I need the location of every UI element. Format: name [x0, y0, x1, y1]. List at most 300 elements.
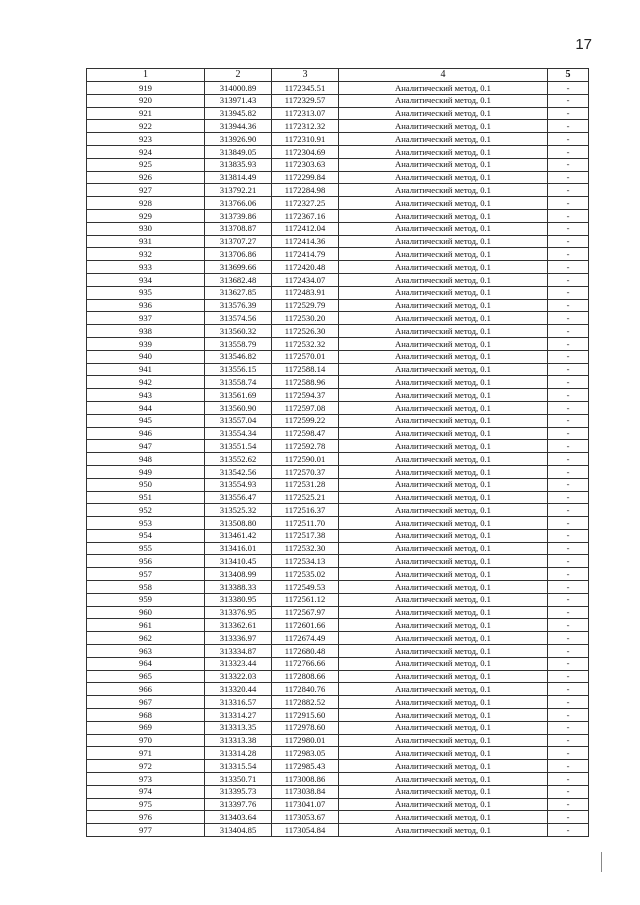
point-number-cell: 958	[87, 581, 205, 594]
table-row	[87, 568, 589, 581]
method-cell: Аналитический метод, 0.1	[339, 529, 548, 542]
x-coordinate-cell: 313525.32	[205, 504, 272, 517]
point-number-cell: 945	[87, 414, 205, 427]
description-cell: -	[548, 453, 589, 466]
point-number-cell: 965	[87, 670, 205, 683]
x-coordinate-cell: 313849.05	[205, 145, 272, 158]
point-number-cell: 963	[87, 645, 205, 658]
method-cell: Аналитический метод, 0.1	[339, 491, 548, 504]
method-cell: Аналитический метод, 0.1	[339, 760, 548, 773]
table-row	[87, 171, 589, 184]
x-coordinate-cell: 313313.38	[205, 734, 272, 747]
table-row	[87, 773, 589, 786]
table-row	[87, 197, 589, 210]
description-cell: -	[548, 273, 589, 286]
point-number-cell: 966	[87, 683, 205, 696]
y-coordinate-cell: 1172567.97	[272, 606, 339, 619]
method-cell: Аналитический метод, 0.1	[339, 581, 548, 594]
method-cell: Аналитический метод, 0.1	[339, 517, 548, 530]
y-coordinate-cell: 1172674.49	[272, 632, 339, 645]
point-number-cell: 922	[87, 120, 205, 133]
description-cell: -	[548, 171, 589, 184]
x-coordinate-cell: 313508.80	[205, 517, 272, 530]
x-coordinate-cell: 313552.62	[205, 453, 272, 466]
x-coordinate-cell: 313558.74	[205, 376, 272, 389]
description-cell: -	[548, 197, 589, 210]
method-cell: Аналитический метод, 0.1	[339, 773, 548, 786]
y-coordinate-cell: 1172304.69	[272, 145, 339, 158]
x-coordinate-cell: 313404.85	[205, 824, 272, 837]
description-cell: -	[548, 581, 589, 594]
method-cell: Аналитический метод, 0.1	[339, 350, 548, 363]
description-cell: -	[548, 82, 589, 95]
description-cell: -	[548, 632, 589, 645]
x-coordinate-cell: 313395.73	[205, 785, 272, 798]
table-row	[87, 517, 589, 530]
x-coordinate-cell: 313561.69	[205, 389, 272, 402]
x-coordinate-cell: 313699.66	[205, 261, 272, 274]
point-number-cell: 947	[87, 440, 205, 453]
y-coordinate-cell: 1173008.86	[272, 773, 339, 786]
x-coordinate-cell: 313542.56	[205, 465, 272, 478]
method-cell: Аналитический метод, 0.1	[339, 171, 548, 184]
x-coordinate-cell: 313556.47	[205, 491, 272, 504]
table-row	[87, 82, 589, 95]
description-cell: -	[548, 222, 589, 235]
x-coordinate-cell: 313323.44	[205, 657, 272, 670]
y-coordinate-cell: 1172310.91	[272, 133, 339, 146]
table-row	[87, 683, 589, 696]
point-number-cell: 948	[87, 453, 205, 466]
x-coordinate-cell: 313334.87	[205, 645, 272, 658]
x-coordinate-cell: 313376.95	[205, 606, 272, 619]
y-coordinate-cell: 1172590.01	[272, 453, 339, 466]
x-coordinate-cell: 313410.45	[205, 555, 272, 568]
y-coordinate-cell: 1172516.37	[272, 504, 339, 517]
method-cell: Аналитический метод, 0.1	[339, 798, 548, 811]
method-cell: Аналитический метод, 0.1	[339, 606, 548, 619]
x-coordinate-cell: 313322.03	[205, 670, 272, 683]
point-number-cell: 962	[87, 632, 205, 645]
description-cell: -	[548, 529, 589, 542]
y-coordinate-cell: 1172299.84	[272, 171, 339, 184]
method-cell: Аналитический метод, 0.1	[339, 197, 548, 210]
x-coordinate-cell: 313945.82	[205, 107, 272, 120]
point-number-cell: 974	[87, 785, 205, 798]
x-coordinate-cell: 313766.06	[205, 197, 272, 210]
point-number-cell: 976	[87, 811, 205, 824]
description-cell: -	[548, 133, 589, 146]
point-number-cell: 946	[87, 427, 205, 440]
description-cell: -	[548, 517, 589, 530]
table-row	[87, 593, 589, 606]
y-coordinate-cell: 1172345.51	[272, 82, 339, 95]
description-cell: -	[548, 491, 589, 504]
x-coordinate-cell: 313627.85	[205, 286, 272, 299]
table-row	[87, 389, 589, 402]
method-cell: Аналитический метод, 0.1	[339, 696, 548, 709]
point-number-cell: 951	[87, 491, 205, 504]
method-cell: Аналитический метод, 0.1	[339, 568, 548, 581]
table-row	[87, 529, 589, 542]
table-row	[87, 632, 589, 645]
point-number-cell: 956	[87, 555, 205, 568]
table-row	[87, 555, 589, 568]
y-coordinate-cell: 1172327.25	[272, 197, 339, 210]
point-number-cell: 924	[87, 145, 205, 158]
table-row	[87, 158, 589, 171]
description-cell: -	[548, 670, 589, 683]
point-number-cell: 937	[87, 312, 205, 325]
method-cell: Аналитический метод, 0.1	[339, 632, 548, 645]
point-number-cell: 969	[87, 721, 205, 734]
y-coordinate-cell: 1172978.60	[272, 721, 339, 734]
description-cell: -	[548, 107, 589, 120]
point-number-cell: 931	[87, 235, 205, 248]
method-cell: Аналитический метод, 0.1	[339, 94, 548, 107]
point-number-cell: 921	[87, 107, 205, 120]
method-cell: Аналитический метод, 0.1	[339, 414, 548, 427]
y-coordinate-cell: 1172592.78	[272, 440, 339, 453]
y-coordinate-cell: 1172532.32	[272, 337, 339, 350]
table-row	[87, 401, 589, 414]
description-cell: -	[548, 158, 589, 171]
point-number-cell: 920	[87, 94, 205, 107]
point-number-cell: 950	[87, 478, 205, 491]
y-coordinate-cell: 1172570.37	[272, 465, 339, 478]
description-cell: -	[548, 555, 589, 568]
table-row	[87, 376, 589, 389]
y-coordinate-cell: 1172313.07	[272, 107, 339, 120]
point-number-cell: 930	[87, 222, 205, 235]
y-coordinate-cell: 1172529.79	[272, 299, 339, 312]
point-number-cell: 925	[87, 158, 205, 171]
x-coordinate-cell: 313316.57	[205, 696, 272, 709]
method-cell: Аналитический метод, 0.1	[339, 389, 548, 402]
description-cell: -	[548, 337, 589, 350]
y-coordinate-cell: 1172535.02	[272, 568, 339, 581]
y-coordinate-cell: 1172284.98	[272, 184, 339, 197]
table-row	[87, 363, 589, 376]
point-number-cell: 975	[87, 798, 205, 811]
x-coordinate-cell: 313560.90	[205, 401, 272, 414]
table-row	[87, 312, 589, 325]
y-coordinate-cell: 1172414.36	[272, 235, 339, 248]
table-row	[87, 747, 589, 760]
y-coordinate-cell: 1172511.70	[272, 517, 339, 530]
y-coordinate-cell: 1172530.20	[272, 312, 339, 325]
column-header-description: 5	[548, 69, 589, 82]
column-header-x-coordinate: 2	[205, 69, 272, 82]
point-number-cell: 959	[87, 593, 205, 606]
method-cell: Аналитический метод, 0.1	[339, 478, 548, 491]
point-number-cell: 968	[87, 709, 205, 722]
method-cell: Аналитический метод, 0.1	[339, 261, 548, 274]
point-number-cell: 926	[87, 171, 205, 184]
table-row	[87, 696, 589, 709]
x-coordinate-cell: 313557.04	[205, 414, 272, 427]
table-row	[87, 606, 589, 619]
method-cell: Аналитический метод, 0.1	[339, 427, 548, 440]
y-coordinate-cell: 1172303.63	[272, 158, 339, 171]
method-cell: Аналитический метод, 0.1	[339, 158, 548, 171]
description-cell: -	[548, 721, 589, 734]
description-cell: -	[548, 747, 589, 760]
y-coordinate-cell: 1172597.08	[272, 401, 339, 414]
table-row	[87, 824, 589, 837]
description-cell: -	[548, 184, 589, 197]
method-cell: Аналитический метод, 0.1	[339, 120, 548, 133]
point-number-cell: 940	[87, 350, 205, 363]
x-coordinate-cell: 313336.97	[205, 632, 272, 645]
y-coordinate-cell: 1172329.57	[272, 94, 339, 107]
x-coordinate-cell: 313556.15	[205, 363, 272, 376]
x-coordinate-cell: 313708.87	[205, 222, 272, 235]
y-coordinate-cell: 1172532.30	[272, 542, 339, 555]
x-coordinate-cell: 313792.21	[205, 184, 272, 197]
point-number-cell: 972	[87, 760, 205, 773]
method-cell: Аналитический метод, 0.1	[339, 542, 548, 555]
point-number-cell: 955	[87, 542, 205, 555]
description-cell: -	[548, 773, 589, 786]
y-coordinate-cell: 1173038.84	[272, 785, 339, 798]
description-cell: -	[548, 120, 589, 133]
description-cell: -	[548, 785, 589, 798]
x-coordinate-cell: 313350.71	[205, 773, 272, 786]
table-row	[87, 811, 589, 824]
y-coordinate-cell: 1172525.21	[272, 491, 339, 504]
method-cell: Аналитический метод, 0.1	[339, 709, 548, 722]
y-coordinate-cell: 1172549.53	[272, 581, 339, 594]
description-cell: -	[548, 235, 589, 248]
point-number-cell: 977	[87, 824, 205, 837]
description-cell: -	[548, 248, 589, 261]
table-row	[87, 337, 589, 350]
description-cell: -	[548, 824, 589, 837]
method-cell: Аналитический метод, 0.1	[339, 683, 548, 696]
table-row	[87, 504, 589, 517]
method-cell: Аналитический метод, 0.1	[339, 312, 548, 325]
description-cell: -	[548, 683, 589, 696]
description-cell: -	[548, 542, 589, 555]
description-cell: -	[548, 568, 589, 581]
point-number-cell: 935	[87, 286, 205, 299]
x-coordinate-cell: 313558.79	[205, 337, 272, 350]
table-row	[87, 619, 589, 632]
description-cell: -	[548, 94, 589, 107]
method-cell: Аналитический метод, 0.1	[339, 824, 548, 837]
y-coordinate-cell: 1172570.01	[272, 350, 339, 363]
y-coordinate-cell: 1172483.91	[272, 286, 339, 299]
y-coordinate-cell: 1172840.76	[272, 683, 339, 696]
y-coordinate-cell: 1172980.01	[272, 734, 339, 747]
point-number-cell: 964	[87, 657, 205, 670]
x-coordinate-cell: 313403.64	[205, 811, 272, 824]
description-cell: -	[548, 645, 589, 658]
y-coordinate-cell: 1172588.14	[272, 363, 339, 376]
method-cell: Аналитический метод, 0.1	[339, 465, 548, 478]
table-row	[87, 645, 589, 658]
y-coordinate-cell: 1172680.48	[272, 645, 339, 658]
point-number-cell: 929	[87, 209, 205, 222]
method-cell: Аналитический метод, 0.1	[339, 619, 548, 632]
method-cell: Аналитический метод, 0.1	[339, 401, 548, 414]
x-coordinate-cell: 313707.27	[205, 235, 272, 248]
y-coordinate-cell: 1172534.13	[272, 555, 339, 568]
y-coordinate-cell: 1172367.16	[272, 209, 339, 222]
x-coordinate-cell: 313546.82	[205, 350, 272, 363]
x-coordinate-cell: 313320.44	[205, 683, 272, 696]
table-row	[87, 145, 589, 158]
point-number-cell: 939	[87, 337, 205, 350]
method-cell: Аналитический метод, 0.1	[339, 325, 548, 338]
description-cell: -	[548, 286, 589, 299]
table-row	[87, 248, 589, 261]
y-coordinate-cell: 1172312.32	[272, 120, 339, 133]
table-row	[87, 491, 589, 504]
method-cell: Аналитический метод, 0.1	[339, 273, 548, 286]
x-coordinate-cell: 313461.42	[205, 529, 272, 542]
y-coordinate-cell: 1172915.60	[272, 709, 339, 722]
y-coordinate-cell: 1172517.38	[272, 529, 339, 542]
x-coordinate-cell: 313408.99	[205, 568, 272, 581]
description-cell: -	[548, 478, 589, 491]
point-number-cell: 967	[87, 696, 205, 709]
description-cell: -	[548, 401, 589, 414]
method-cell: Аналитический метод, 0.1	[339, 235, 548, 248]
method-cell: Аналитический метод, 0.1	[339, 785, 548, 798]
y-coordinate-cell: 1172983.05	[272, 747, 339, 760]
point-number-cell: 973	[87, 773, 205, 786]
y-coordinate-cell: 1173054.84	[272, 824, 339, 837]
y-coordinate-cell: 1172882.52	[272, 696, 339, 709]
method-cell: Аналитический метод, 0.1	[339, 747, 548, 760]
y-coordinate-cell: 1173053.67	[272, 811, 339, 824]
method-cell: Аналитический метод, 0.1	[339, 734, 548, 747]
x-coordinate-cell: 313362.61	[205, 619, 272, 632]
method-cell: Аналитический метод, 0.1	[339, 363, 548, 376]
y-coordinate-cell: 1172412.04	[272, 222, 339, 235]
point-number-cell: 934	[87, 273, 205, 286]
table-row	[87, 542, 589, 555]
table-row	[87, 734, 589, 747]
table-row	[87, 107, 589, 120]
description-cell: -	[548, 798, 589, 811]
x-coordinate-cell: 313926.90	[205, 133, 272, 146]
description-cell: -	[548, 299, 589, 312]
description-cell: -	[548, 657, 589, 670]
y-coordinate-cell: 1172599.22	[272, 414, 339, 427]
x-coordinate-cell: 313380.95	[205, 593, 272, 606]
table-row	[87, 760, 589, 773]
method-cell: Аналитический метод, 0.1	[339, 657, 548, 670]
method-cell: Аналитический метод, 0.1	[339, 670, 548, 683]
method-cell: Аналитический метод, 0.1	[339, 811, 548, 824]
y-coordinate-cell: 1172598.47	[272, 427, 339, 440]
y-coordinate-cell: 1172526.30	[272, 325, 339, 338]
table-row	[87, 94, 589, 107]
x-coordinate-cell: 313739.86	[205, 209, 272, 222]
description-cell: -	[548, 209, 589, 222]
table-row	[87, 184, 589, 197]
method-cell: Аналитический метод, 0.1	[339, 248, 548, 261]
point-number-cell: 960	[87, 606, 205, 619]
table-row	[87, 235, 589, 248]
point-number-cell: 941	[87, 363, 205, 376]
table-row	[87, 120, 589, 133]
method-cell: Аналитический метод, 0.1	[339, 82, 548, 95]
table-row	[87, 440, 589, 453]
x-coordinate-cell: 314000.89	[205, 82, 272, 95]
description-cell: -	[548, 145, 589, 158]
method-cell: Аналитический метод, 0.1	[339, 145, 548, 158]
x-coordinate-cell: 313560.32	[205, 325, 272, 338]
y-coordinate-cell: 1172414.79	[272, 248, 339, 261]
description-cell: -	[548, 376, 589, 389]
x-coordinate-cell: 313682.48	[205, 273, 272, 286]
description-cell: -	[548, 350, 589, 363]
table-row	[87, 465, 589, 478]
point-number-cell: 957	[87, 568, 205, 581]
description-cell: -	[548, 606, 589, 619]
point-number-cell: 954	[87, 529, 205, 542]
table-row	[87, 222, 589, 235]
y-coordinate-cell: 1172588.96	[272, 376, 339, 389]
method-cell: Аналитический метод, 0.1	[339, 721, 548, 734]
y-coordinate-cell: 1172434.07	[272, 273, 339, 286]
y-coordinate-cell: 1172531.28	[272, 478, 339, 491]
x-coordinate-cell: 313835.93	[205, 158, 272, 171]
column-header-y-coordinate: 3	[272, 69, 339, 82]
x-coordinate-cell: 313576.39	[205, 299, 272, 312]
method-cell: Аналитический метод, 0.1	[339, 593, 548, 606]
description-cell: -	[548, 504, 589, 517]
description-cell: -	[548, 325, 589, 338]
table-row	[87, 798, 589, 811]
method-cell: Аналитический метод, 0.1	[339, 645, 548, 658]
scan-mark	[601, 852, 602, 872]
table-row	[87, 325, 589, 338]
point-number-cell: 944	[87, 401, 205, 414]
method-cell: Аналитический метод, 0.1	[339, 504, 548, 517]
point-number-cell: 943	[87, 389, 205, 402]
point-number-cell: 919	[87, 82, 205, 95]
column-header-method: 4	[339, 69, 548, 82]
x-coordinate-cell: 313574.56	[205, 312, 272, 325]
method-cell: Аналитический метод, 0.1	[339, 376, 548, 389]
point-number-cell: 928	[87, 197, 205, 210]
description-cell: -	[548, 465, 589, 478]
x-coordinate-cell: 313706.86	[205, 248, 272, 261]
table-row	[87, 286, 589, 299]
description-cell: -	[548, 312, 589, 325]
x-coordinate-cell: 313416.01	[205, 542, 272, 555]
description-cell: -	[548, 619, 589, 632]
point-number-cell: 971	[87, 747, 205, 760]
point-number-cell: 970	[87, 734, 205, 747]
point-number-cell: 952	[87, 504, 205, 517]
method-cell: Аналитический метод, 0.1	[339, 299, 548, 312]
description-cell: -	[548, 696, 589, 709]
x-coordinate-cell: 313814.49	[205, 171, 272, 184]
table-row	[87, 721, 589, 734]
point-number-cell: 942	[87, 376, 205, 389]
x-coordinate-cell: 313314.27	[205, 709, 272, 722]
point-number-cell: 961	[87, 619, 205, 632]
table-row	[87, 657, 589, 670]
method-cell: Аналитический метод, 0.1	[339, 555, 548, 568]
method-cell: Аналитический метод, 0.1	[339, 133, 548, 146]
